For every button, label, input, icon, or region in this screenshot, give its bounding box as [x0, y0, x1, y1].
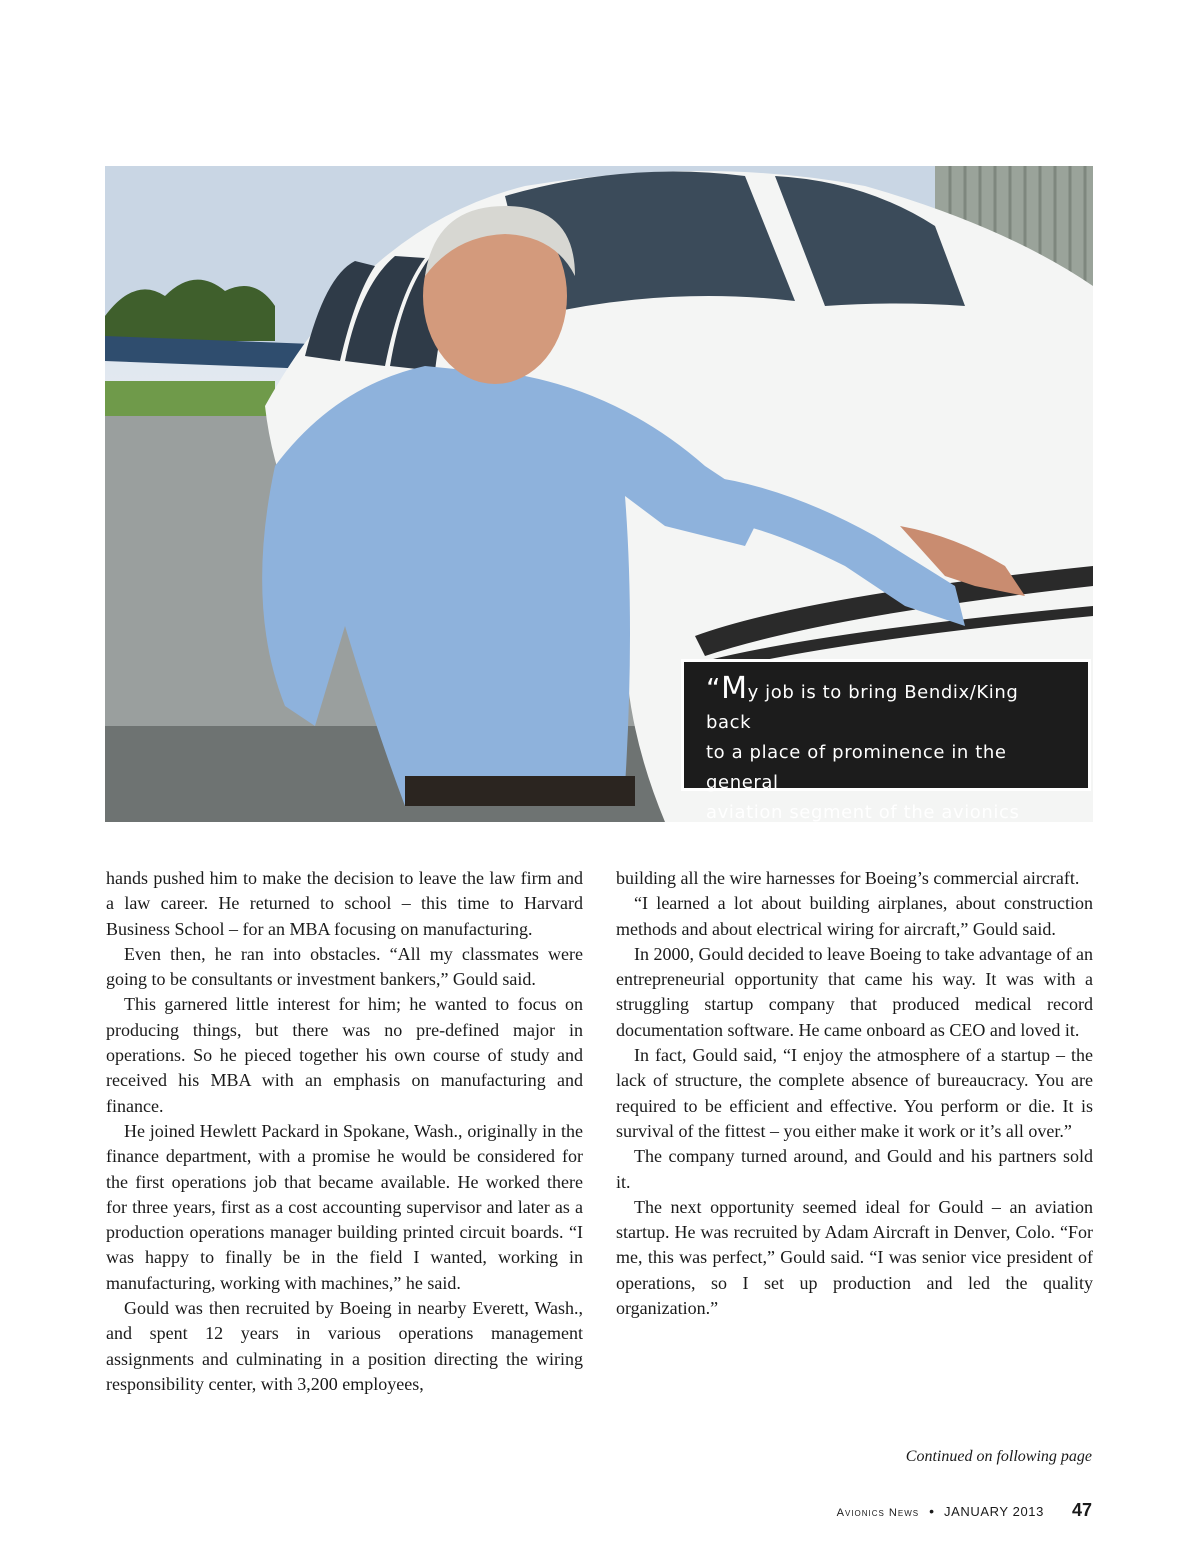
- left-text-column: [106, 866, 583, 1397]
- paragraph: He joined Hewlett Packard in Spokane, Wash., originally in the finance department, with a promise he would be considered for the first operations job that became available. He worked there for three years, first as a cost accounting supervisor and later as a production operations manager building printed circuit boards. “I was happy to finally be in the field I wanted, working in manufacturing, working with machines,” he said.: [106, 1120, 583, 1293]
- paragraph: Gould was then recruited by Boeing in nearby Everett, Wash., and spent 12 years in various operations management assignments and culminating in a position directing the wiring responsibility center, with 3,200 employees,: [106, 1298, 583, 1394]
- issue-date: JANUARY 2013: [944, 1504, 1044, 1519]
- paragraph: The company turned around, and Gould and his partners sold it.: [616, 1146, 1093, 1192]
- paragraph: “I learned a lot about building airplanes, about construction methods and about electrical wiring for aircraft,” Gould said.: [616, 893, 1093, 939]
- pull-quote-box: [681, 659, 1091, 853]
- paragraph: Even then, he ran into obstacles. “All my classmates were going to be consultants or investment bankers,” Gould said.: [106, 943, 583, 990]
- paragraph: In 2000, Gould decided to leave Boeing to take advantage of an entrepreneurial opportunity that came his way. It was with a struggling startup company that produced medical record documentation software. He came onboard as CEO and loved it.: [616, 943, 1093, 1040]
- quote-line-1: y job is to bring Bendix/King back: [706, 682, 1019, 733]
- page-footer: [837, 1500, 1092, 1521]
- quote-line-3: aviation segment of the avionics industry.”: [706, 802, 1020, 853]
- article-photo: [105, 166, 1093, 853]
- paragraph: building all the wire harnesses for Boeing’s commercial aircraft.: [616, 868, 1080, 888]
- right-text-column: [616, 866, 1093, 1321]
- quote-line-2: to a place of prominence in the general: [706, 742, 1007, 793]
- continued-note: Continued on following page: [905, 1448, 1092, 1465]
- bullet-separator: •: [929, 1503, 935, 1519]
- paragraph: This garnered little interest for him; he wanted to focus on producing things, but there was no pre-defined major in operations. So he pieced together his own course of study and received his MBA with an emphasis on manufacturing and finance.: [106, 994, 583, 1116]
- quote-drop-letter: M: [721, 671, 748, 706]
- paragraph: The next opportunity seemed ideal for Gould – an aviation startup. He was recruited by Adam Aircraft in Denver, Colo. “For me, this was perfect,” Gould said. “I was senior vice president of operations, so I set up production and led the quality organization.”: [616, 1196, 1093, 1319]
- quote-open-mark: “: [706, 672, 722, 705]
- magazine-name: Avionics News: [836, 1507, 920, 1519]
- page-number: 47: [1071, 1500, 1092, 1520]
- paragraph: In fact, Gould said, “I enjoy the atmosphere of a startup – the lack of structure, the complete absence of bureaucracy. You are required to be efficient and effective. You perform or die. It is survival of the fittest – you either make it work or it’s all over.”: [616, 1045, 1093, 1141]
- paragraph: hands pushed him to make the decision to leave the law firm and a law career. He returned to school – this time to Harvard Business School – for an MBA focusing on manufacturing.: [106, 868, 583, 939]
- pull-quote: [706, 671, 1068, 858]
